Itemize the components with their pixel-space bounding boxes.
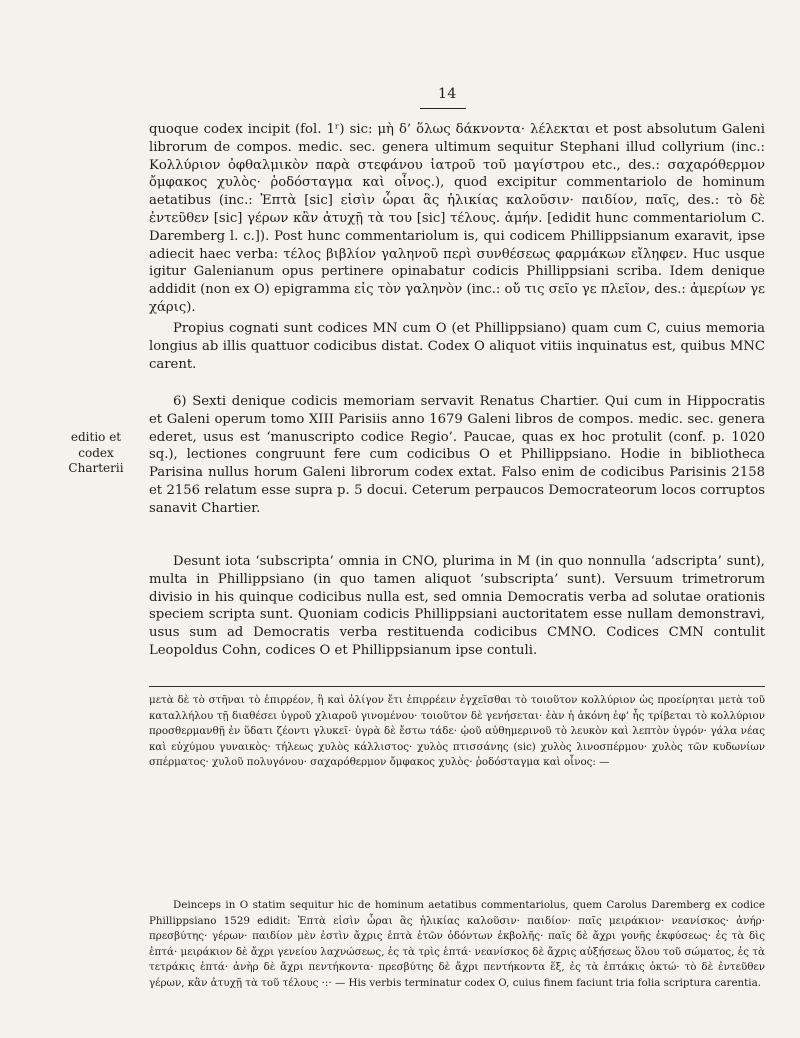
footnote-aetatibus <box>149 898 765 992</box>
header-rule <box>420 108 466 109</box>
paragraph-iota-subscripta <box>149 553 765 660</box>
paragraph-text: 6) Sexti denique codicis memoriam servavit Renatus Chartier. Qui cum in Hippocratis et Galeni operum tomo XIII Parisiis anno 1679 Galeni libros de compos. medic. sec. genera ederet, usus est ‘manuscripto codice Regio’. Paucae, quas ex hoc protulit (conf. p. 1020 sq.), lectiones congruunt fere cum codicibus O et Phillippsiano. Hodie in bibliotheca Parisina nullus horum Galeni librorum codex extat. Falso enim de codicibus Parisinis 2158 et 2156 relatum esse supra p. 5 docui. Ceterum perpaucos Democrateorum locos corruptos sanavit Chartier. <box>149 394 765 516</box>
paragraph-text: Desunt iota ‘subscripta’ omnia in CNO, plurima in M (in quo nonnulla ‘adscripta’ sunt), multa in Phillippsiano (in quo tamen aliquot ‘subscripta’ sunt). Versuum trimetrorum divisio in his quinque codicibus nulla est, sed omnia Democratis verba ad solutae orationis speciem scripta sunt. Quoniam codicis Phillippsiani auctoritatem esse nullam demonstravi, usus sum ad Democratis verba restituenda codicibus CMNO. Codices CMN contulit Leopoldus Cohn, codices O et Phillippsianum ipse contuli. <box>149 554 765 658</box>
paragraph-text: Propius cognati sunt codices MN cum O (et Phillippsiano) quam cum C, cuius memoria longius ab illis quattuor codicibus distat. Codex O aliquot vitiis inquinatus est, quibus MNC carent. <box>149 321 765 372</box>
margin-note-line: Charterii <box>68 461 124 475</box>
footnote-greek-text <box>149 693 765 771</box>
paragraph-cognati-codices <box>149 320 765 373</box>
footnote-rule <box>149 686 765 687</box>
margin-note <box>48 430 144 477</box>
footnote-text: μετὰ δὲ τὸ στῆναι τὸ ἐπιρρέον, ἢ καὶ ὀλίγον ἔτι ἐπιρρέειν ἐγχεῖσθαι τὸ τοιοῦτον κολλύριον ὡς προείρηται μετὰ τοῦ καταλλήλου τῇ διαθέσει ὑγροῦ χλιαροῦ γινομένου· τοιοῦτον δὲ γενήσεται· ἐὰν ἡ ἀκόνη ἐφ’ ἧς τρίβεται τὸ κολλύριον προσθερμανθῇ ἐν ὕδατι ζέοντι γλυκεῖ· ὑγρὰ δὲ ἔστω τάδε· ᾠοῦ αὐθημερινοῦ τὸ λευκὸν καὶ λεπτὸν ὑγρόν· γάλα νέας καὶ εὐχύμου γυναικὸς· τήλεως χυλὸς κάλλιστος· χυλὸς πτισσάνης (sic) χυλὸς λινοσπέρμου· χυλὸς τῶν κυδωνίων σπέρματος· χυλοῦ πολυγόνου· σαχαρόθερμον ὄμφακος χυλὸς· ῥοδόσταγμα καὶ οἶνος: — <box>149 694 765 769</box>
margin-note-line: codex <box>78 445 114 460</box>
paragraph-codex-o-contents <box>149 121 765 317</box>
margin-note-line: editio et <box>70 430 122 444</box>
footnote-text: Deinceps in O statim sequitur hic de hominum aetatibus commentariolus, quem Carolus Daremberg ex codice Phillippsiano 1529 edidit: Ἑπτὰ εἰσὶν ὧραι ἃς ἡλικίας καλοῦσιν· παιδίον· παῖς μειράκιον· νεανίσκος· ἀνήρ· πρεσβύτης· γέρων· παιδίον μὲν ἐστὶν ἄχρις ἑπτὰ ἐτῶν ὀδόντων ἐκβολῆς· παῖς δὲ ἄχρι γονῆς ἐκφύσεως· ἐς τὰ δὶς ἑπτά· μειράκιον δὲ ἄχρι γενείου λαχνώσεως, ἐς τὰ τρὶς ἑπτά· νεανίσκος δὲ ἄχρις αὐξήσεως ὅλου τοῦ σώματος, ἐς τὰ τετράκις ἑπτά· ἀνὴρ δὲ ἄχρι πεντήκοντα· πρεσβύτης δὲ ἄχρι πεντήκοντα ἕξ, ἐς τὰ ἑπτάκις ὀκτώ· τὸ δὲ ἐντεῦθεν γέρων, κἂν ἀτυχῇ τὰ τοῦ τέλους ·:· — His verbis terminatur codex O, cuius finem faciunt tria folia scriptura carentia. <box>149 899 765 989</box>
paragraph-text: quoque codex incipit (fol. 1ʳ) sic: μὴ δ’ ὅλως δάκνοντα· λέλεκται et post absolutum Galeni librorum de compos. medic. sec. genera ultimum sequitur Stephani illud collyrium (inc.: Κολλύριον ὀφθαλμικὸν παρὰ στεφάνου ἰατροῦ τοῦ μαγίστρου etc., des.: σαχαρόθερμον ὄμφακος χυλὸς· ῥοδόσταγμα καὶ οἶνος.), quod excipitur commentariolo de hominum aetatibus (inc.: Ἑπτὰ [sic] εἰσὶν ὧραι ἃς ἡλικίας καλοῦσιν· παιδίον, παῖς, des.: τὸ δὲ ἐντεῦθεν [sic] γέρων κἂν ἀτυχῇ τὰ του [sic] τέλους. ἀμήν. [edidit hunc commentariolum C. Daremberg l. c.]). Post hunc commentariolum is, qui codicem Phillippsianum exaravit, ipse adiecit haec verba: τέλος βιβλίον γαληνοῦ περὶ συνθέσεως φαρμάκων εἴληφεν. Huc usque igitur Galenianum opus pertinere opinabatur codicis Phillippsiani scriba. Idem denique addidit (non ex O) epigramma εἰς τὸν γαληνὸν (inc.: οὔ τις σεῖο γε πλεῖον, des.: ἀμερίων γε χάρις). <box>149 122 765 315</box>
page-number: 14 <box>438 86 457 102</box>
paragraph-editio-charterii <box>149 393 765 518</box>
